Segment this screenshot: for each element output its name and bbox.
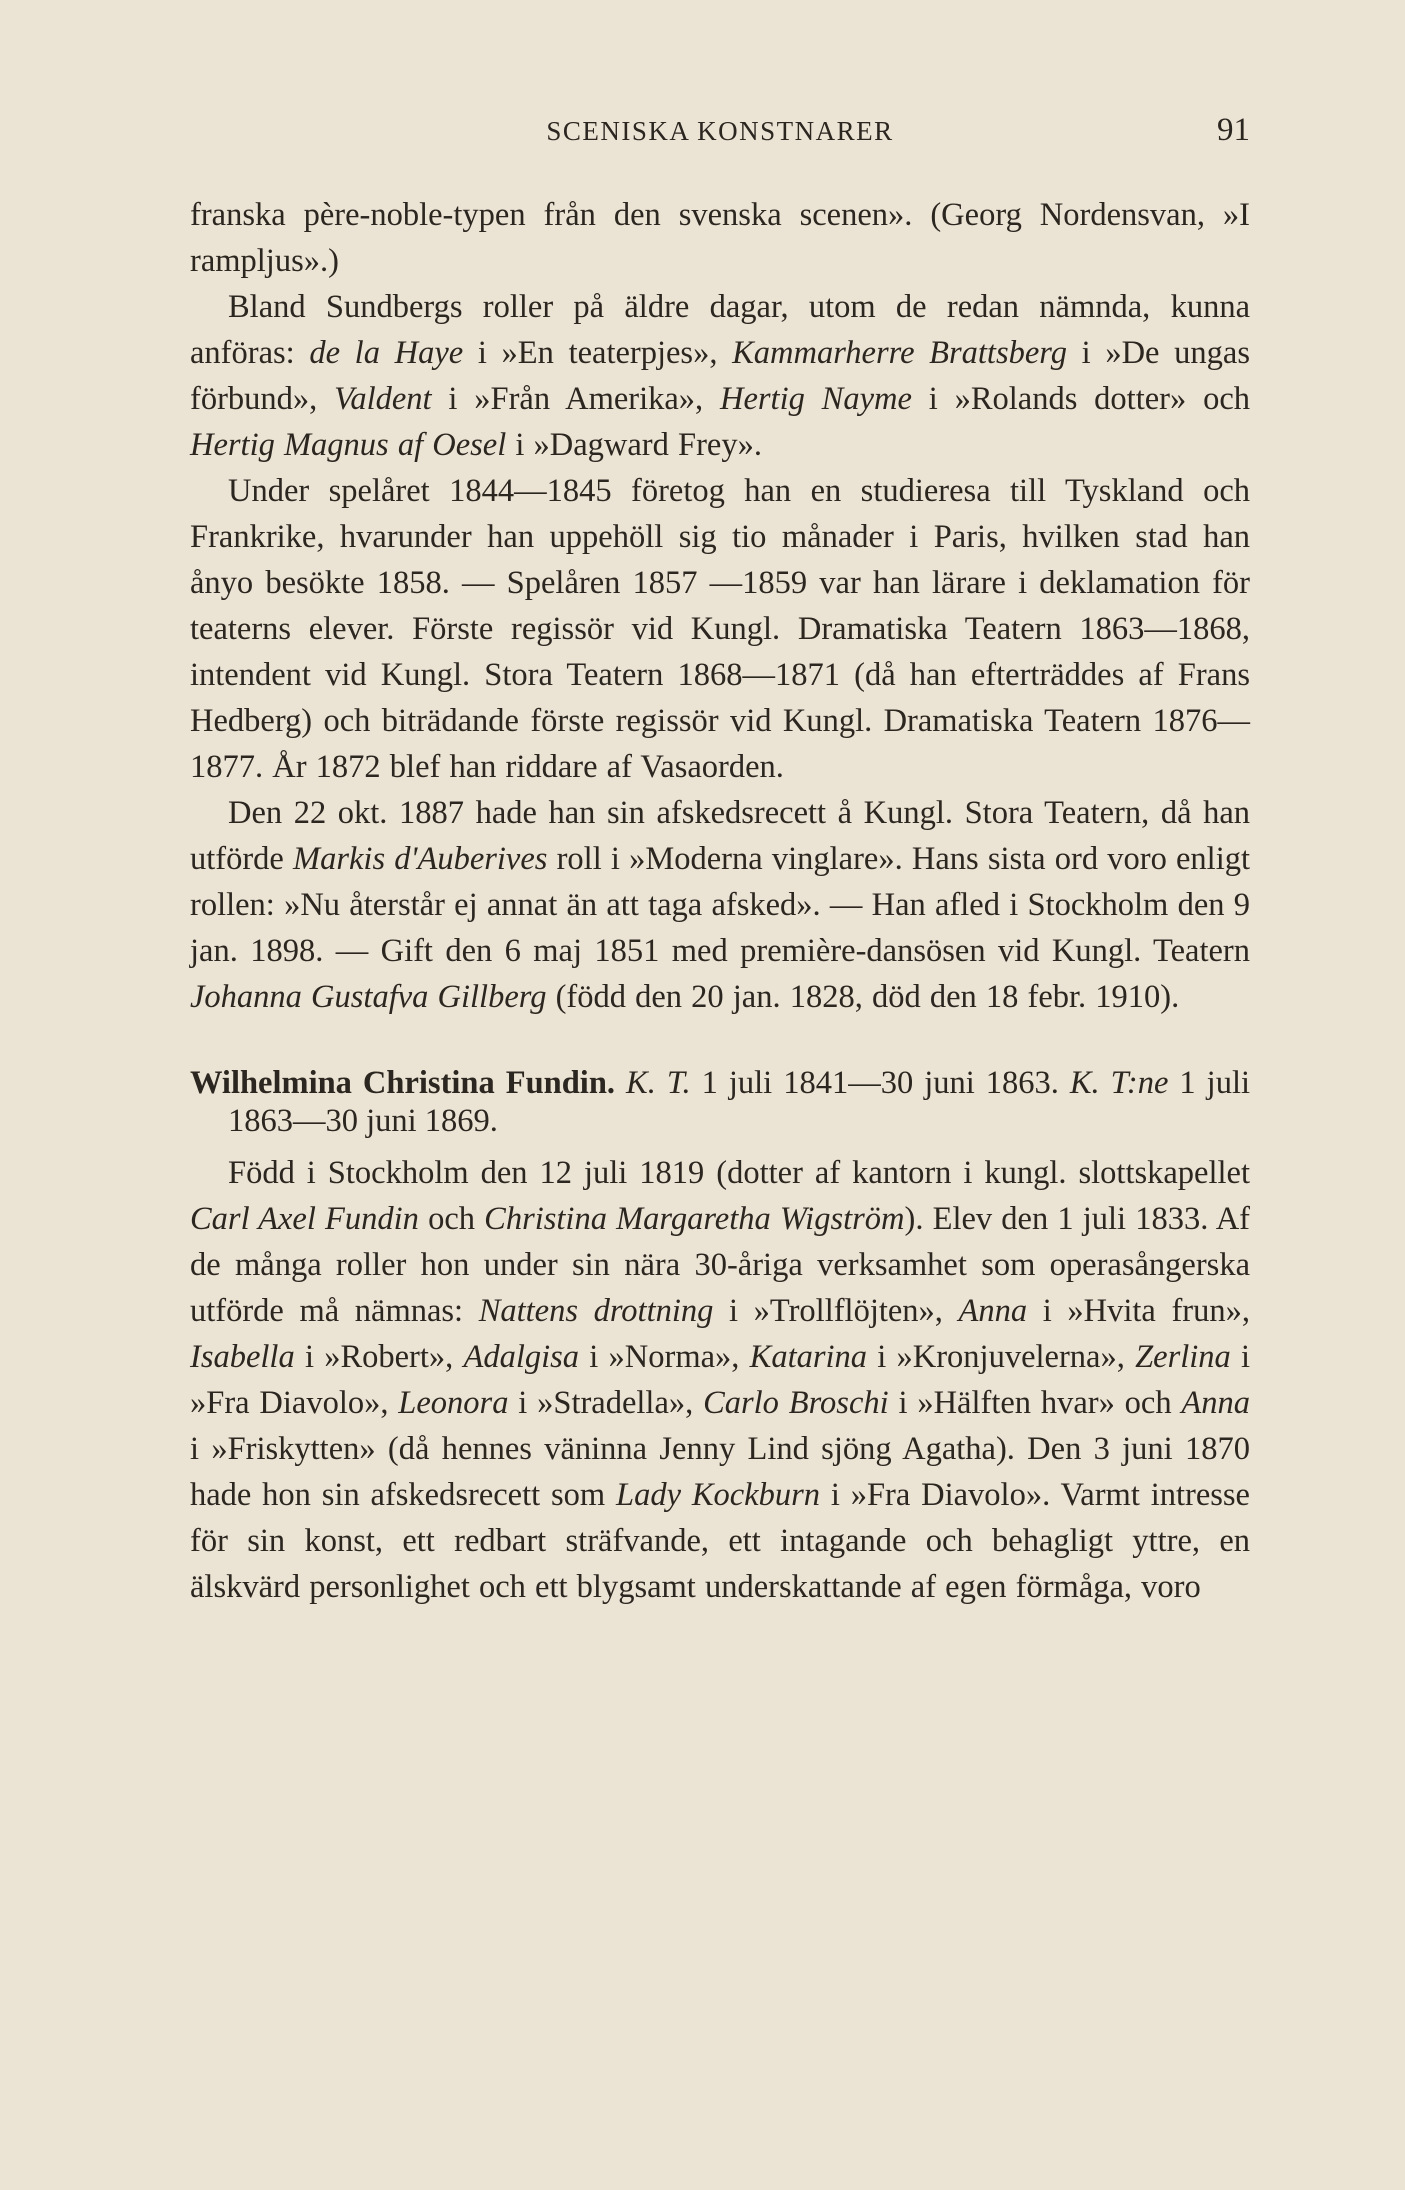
role-name: Zerlina <box>1135 1339 1231 1375</box>
person-name: Carl Axel Fundin <box>190 1201 419 1237</box>
role-name: Hertig Nayme <box>720 381 912 417</box>
text-run: i »En teaterpjes», <box>463 335 733 371</box>
role-name: Valdent <box>334 381 432 417</box>
paragraph-career <box>190 468 1250 790</box>
entry-heading <box>190 1064 1250 1140</box>
text-run: i »De ungas förbund», <box>190 335 1250 417</box>
role-name: Adalgisa <box>463 1339 580 1375</box>
running-title: SCENISKA KONSTNARER <box>546 116 894 146</box>
text-run: roll i »Moderna vinglare». Hans sista ord voro enligt rollen: »Nu återstår ej annat än att taga afsked». — Han afled i Stockholm den 9 jan. 1898. — Gift den 6 maj 1851 med première-dansösen vid Kungl. Teatern <box>190 841 1251 969</box>
text-run: i »Friskytten» (då hennes väninna Jenny Lind sjöng Agatha). Den 3 juni 1870 hade hon sin afskedsrecett som <box>190 1431 1250 1513</box>
role-name: Kammarherre Brattsberg <box>732 335 1067 371</box>
role-name: Isabella <box>190 1339 295 1375</box>
role-name: Carlo Broschi <box>703 1385 889 1421</box>
text-run: i »Från Amerika», <box>431 381 720 417</box>
role-name: Hertig Magnus af Oesel <box>190 427 507 463</box>
text-run: i »Norma», <box>579 1339 750 1375</box>
text-run: i »Hälften hvar» och <box>888 1385 1182 1421</box>
paragraph-biography <box>190 1150 1250 1610</box>
text-run: Under spelåret 1844—1845 företog han en studieresa till Tyskland och Frankrike, hvarunder han uppehöll sig tio månader i Paris, hvilken stad han ånyo besökte 1858. — Spelåren 1857 —1859 var han lärare i deklamation för teaterns elever. Förste regissör vid Kungl. Dramatiska Teatern 1863—1868, intendent vid Kungl. Stora Teatern 1868—1871 (då han efterträddes af Frans Hedberg) och biträdande förste regissör vid Kungl. Dramatiska Teatern 1876—1877. År 1872 blef han riddare af Vasaorden. <box>190 473 1250 785</box>
text-run: i »Rolands dotter» och <box>911 381 1250 417</box>
text-run: 1 juli 1863—30 juni 1869. <box>228 1065 1251 1139</box>
entry-name: Wilhelmina Christina Fundin. <box>190 1065 616 1101</box>
paragraph-farewell <box>190 790 1250 1020</box>
paragraph-roles <box>190 284 1250 468</box>
person-name: Christina Margaretha Wigström <box>484 1201 905 1237</box>
entry-abbrev: K. T:ne <box>1069 1065 1169 1101</box>
text-run: och <box>418 1201 485 1237</box>
text-run: Den 22 okt. 1887 hade han sin afskedsrecett å Kungl. Stora Teatern, då han utförde <box>190 795 1250 877</box>
text-run: i »Trollflöjten», <box>713 1293 959 1329</box>
text-run: i »Kronjuvelerna», <box>867 1339 1136 1375</box>
page-number: 91 <box>1217 112 1250 148</box>
text-run: Född i Stockholm den 12 juli 1819 (dotter af kantorn i kungl. slottskapellet <box>228 1155 1250 1191</box>
role-name: Lady Kockburn <box>616 1477 821 1513</box>
text-run: (född den 20 jan. 1828, död den 18 febr. 1910). <box>546 979 1180 1015</box>
entry-abbrev: K. T. <box>626 1065 691 1101</box>
text-run: i »Robert», <box>294 1339 464 1375</box>
role-name: Markis d'Auberives <box>293 841 548 877</box>
role-name: Leonora <box>398 1385 509 1421</box>
text-run: 1 juli 1841—30 juni 1863. <box>690 1065 1070 1101</box>
text-run: ). Elev den 1 juli 1833. Af de många roller hon under sin nära 30-åriga verksamhet som operasångerska utförde må nämnas: <box>190 1201 1250 1329</box>
role-name: de la Haye <box>309 335 464 371</box>
text-run: i »Fra Diavolo». Varmt intresse för sin konst, ett redbart sträfvande, ett intagande och behagligt yttre, en älskvärd personlighet och ett blygsamt underskattande af egen förmåga, voro <box>190 1477 1250 1605</box>
text-run: i »Hvita frun», <box>1027 1293 1250 1329</box>
text-run: i »Stradella», <box>508 1385 704 1421</box>
text-run: Bland Sundbergs roller på äldre dagar, utom de redan nämnda, kunna anföras: <box>190 289 1250 371</box>
running-head <box>190 110 1250 160</box>
role-name: Katarina <box>749 1339 868 1375</box>
section-gap <box>190 1020 1250 1064</box>
text-run: i »Dagward Frey». <box>506 427 762 463</box>
person-name: Johanna Gustafva Gillberg <box>190 979 547 1015</box>
text-run: franska père-noble-typen från den svenska scenen». (Georg Nordensvan, »I rampljus».) <box>190 197 1250 279</box>
paragraph-continuation <box>190 192 1250 284</box>
role-name: Anna <box>1181 1385 1251 1421</box>
role-name: Nattens drottning <box>478 1293 714 1329</box>
role-name: Anna <box>958 1293 1028 1329</box>
book-page <box>190 110 1250 1610</box>
text-run: i »Fra Diavolo», <box>190 1339 1251 1421</box>
